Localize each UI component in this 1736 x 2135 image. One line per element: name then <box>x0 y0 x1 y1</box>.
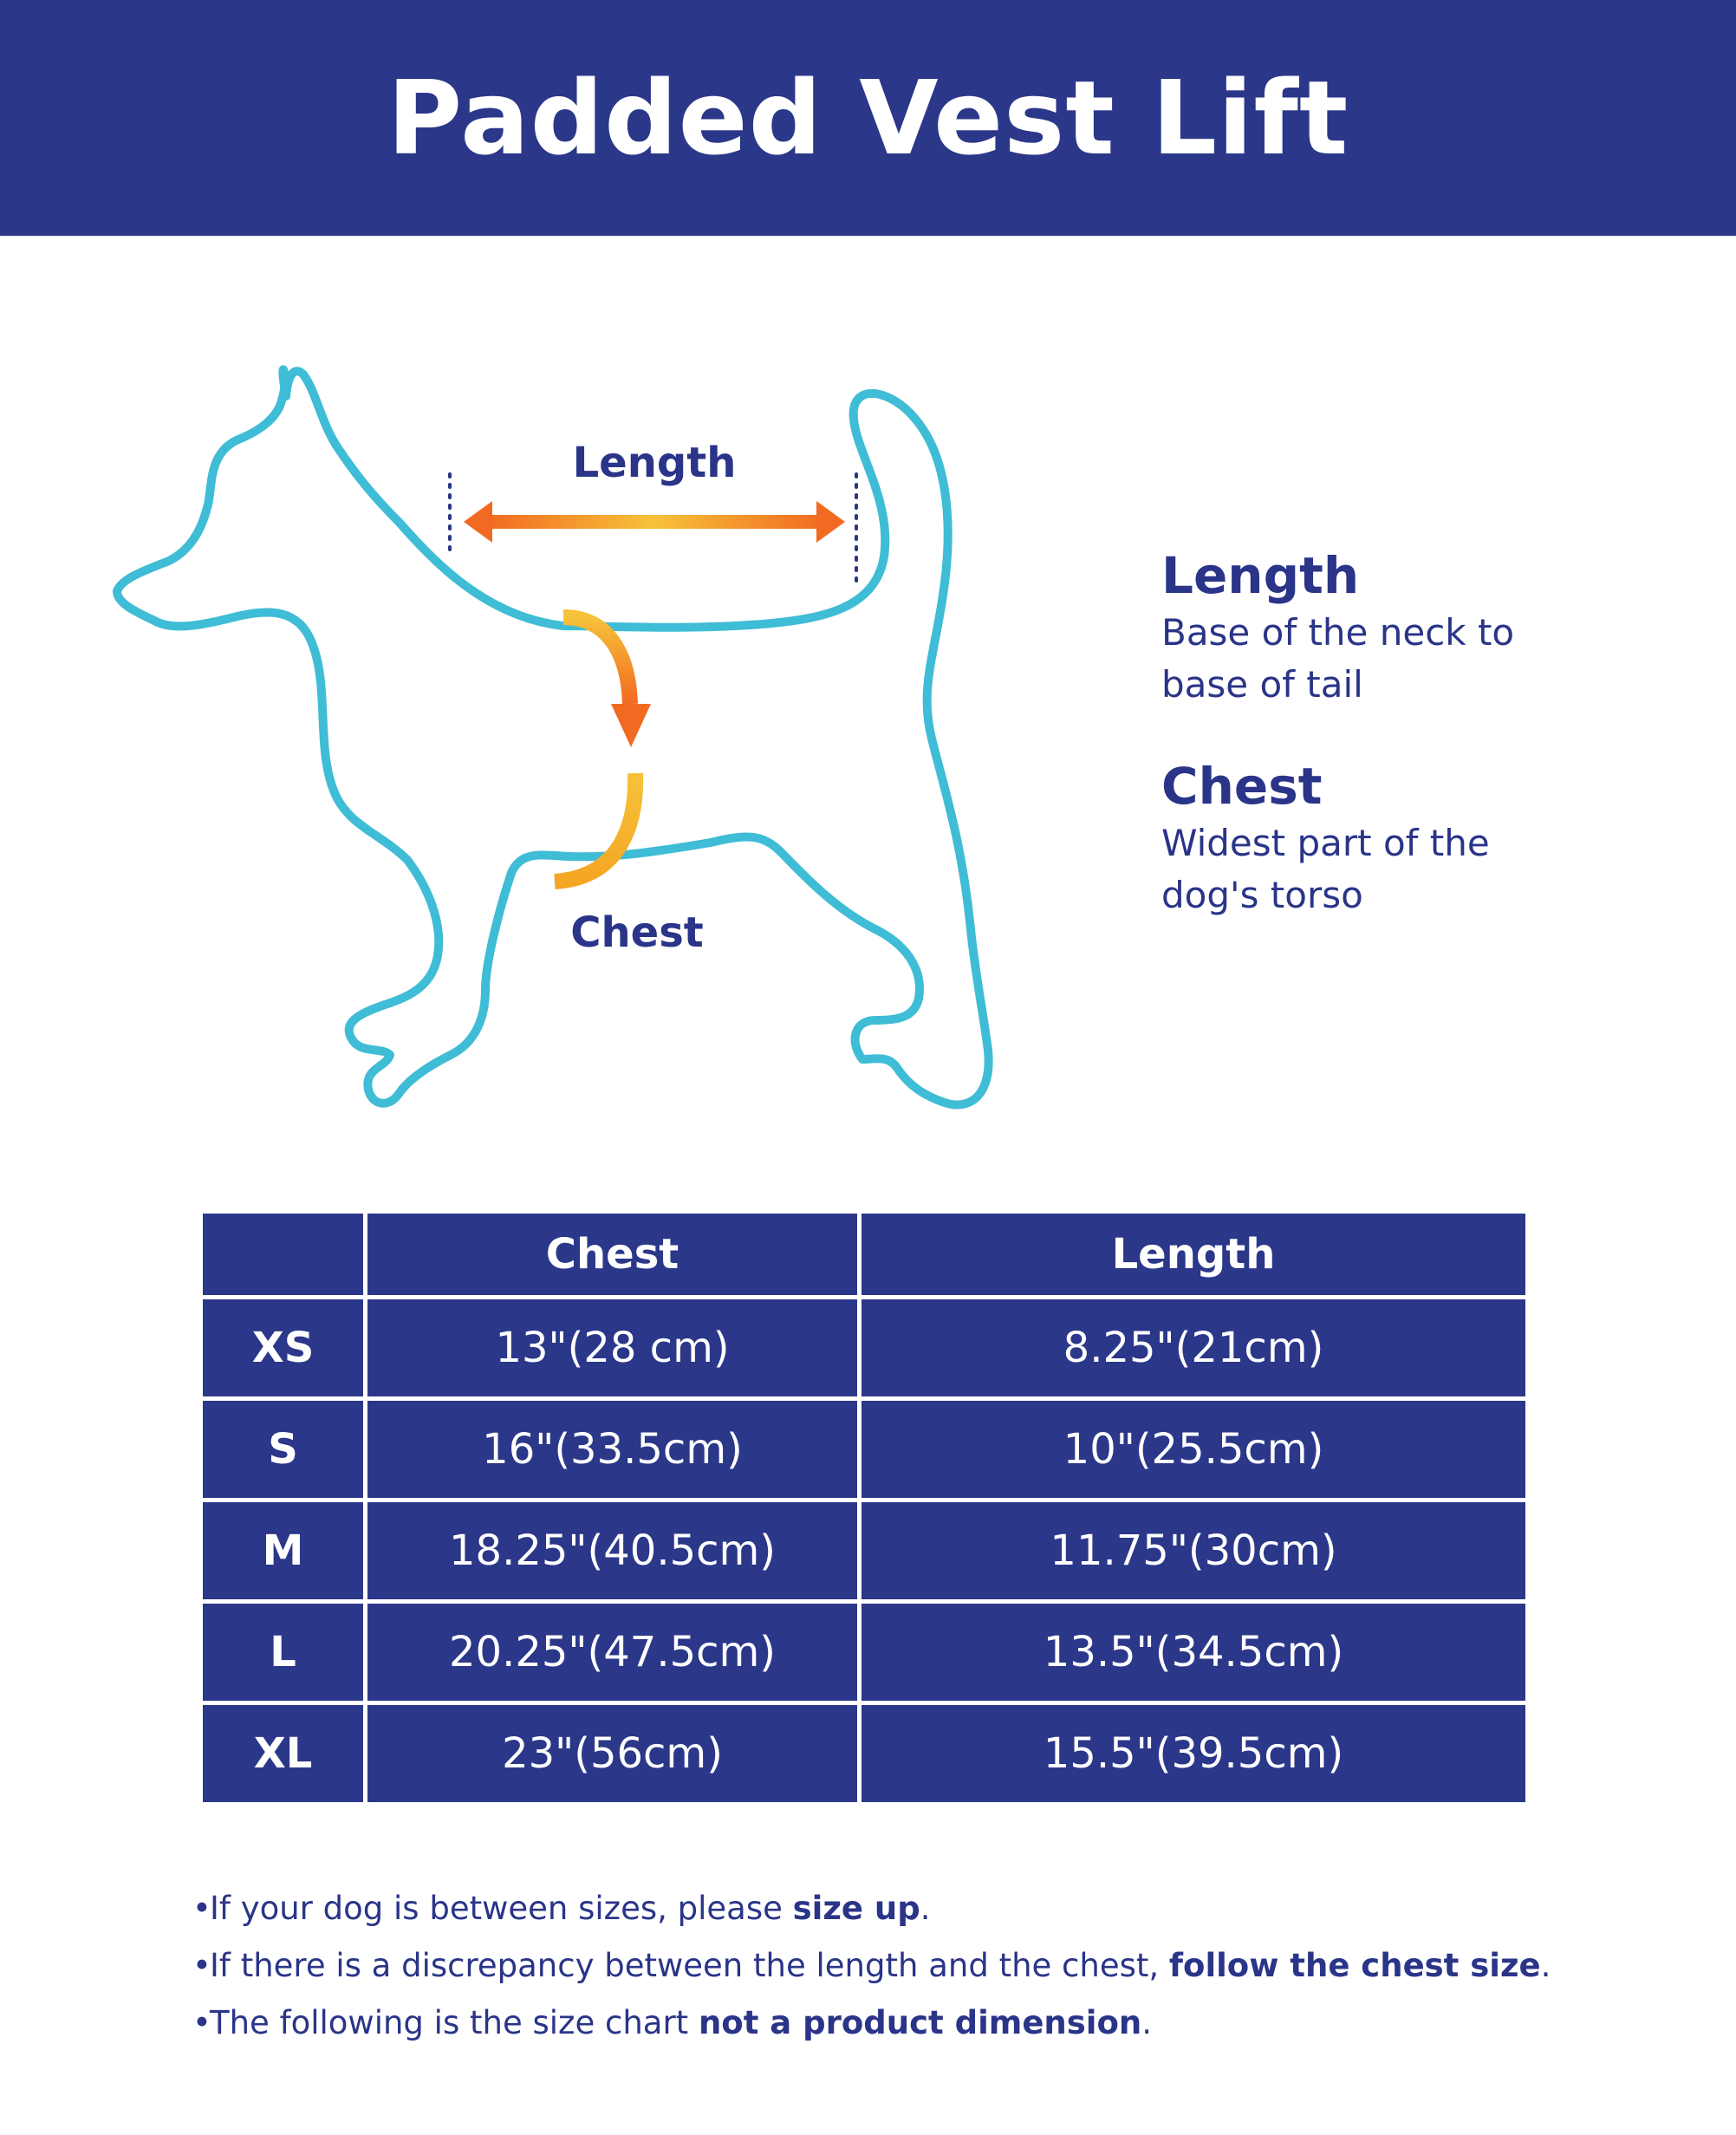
table-row <box>201 1500 1528 1602</box>
chest-arrow <box>555 617 651 882</box>
table-row <box>201 1298 1528 1399</box>
page-title: Padded Vest Lift <box>387 58 1349 178</box>
chest-cell: 13"(28 cm) <box>366 1298 860 1399</box>
legend-length <box>1161 546 1647 709</box>
size-cell: XL <box>201 1703 366 1805</box>
size-cell: XS <box>201 1298 366 1399</box>
size-chart-table <box>198 1209 1530 1806</box>
diagram-chest-label: Chest <box>570 908 704 957</box>
bullet-icon: • <box>192 1890 211 1927</box>
measurement-legend <box>1161 546 1647 967</box>
table-header-row <box>201 1212 1528 1298</box>
legend-length-desc-2: base of tail <box>1161 663 1363 706</box>
note-end: . <box>920 1890 931 1927</box>
bullet-icon: • <box>192 2004 211 2041</box>
table-row <box>201 1602 1528 1703</box>
chest-cell: 16"(33.5cm) <box>366 1399 860 1500</box>
header-banner <box>0 0 1736 236</box>
legend-chest <box>1161 757 1647 920</box>
length-cell: 8.25"(21cm) <box>860 1298 1528 1399</box>
note-text: The following is the size chart <box>210 2004 699 2041</box>
note-emphasis: not a product dimension <box>698 2004 1142 2041</box>
size-cell: M <box>201 1500 366 1602</box>
dog-head-outline <box>286 371 563 626</box>
note-end: . <box>1540 1947 1551 1984</box>
chest-cell: 23"(56cm) <box>366 1703 860 1805</box>
dog-outline <box>117 369 989 1104</box>
dog-illustration <box>0 236 1127 1189</box>
note-emphasis: follow the chest size <box>1168 1947 1541 1984</box>
bullet-icon: • <box>192 1947 211 1984</box>
note-emphasis: size up <box>792 1890 920 1927</box>
legend-chest-desc-1: Widest part of the <box>1161 822 1490 864</box>
length-cell: 15.5"(39.5cm) <box>860 1703 1528 1805</box>
note-end: . <box>1141 2004 1152 2041</box>
legend-length-desc-1: Base of the neck to <box>1161 611 1515 654</box>
header-length: Length <box>860 1212 1528 1298</box>
note-item <box>192 2004 1666 2042</box>
size-cell: L <box>201 1602 366 1703</box>
length-arrow <box>464 501 845 543</box>
legend-chest-title: Chest <box>1161 757 1323 816</box>
note-item <box>192 1890 1666 1928</box>
size-cell: S <box>201 1399 366 1500</box>
header-chest: Chest <box>366 1212 860 1298</box>
length-cell: 10"(25.5cm) <box>860 1399 1528 1500</box>
length-cell: 11.75"(30cm) <box>860 1500 1528 1602</box>
table-row <box>201 1703 1528 1805</box>
diagram-length-label: Length <box>572 439 737 487</box>
note-text: If there is a discrepancy between the length and the chest, <box>210 1947 1169 1984</box>
note-text: If your dog is between sizes, please <box>210 1890 793 1927</box>
chest-cell: 18.25"(40.5cm) <box>366 1500 860 1602</box>
header-size <box>201 1212 366 1298</box>
chest-cell: 20.25"(47.5cm) <box>366 1602 860 1703</box>
legend-length-title: Length <box>1161 546 1360 605</box>
legend-chest-desc-2: dog's torso <box>1161 874 1363 916</box>
table-row <box>201 1399 1528 1500</box>
note-item <box>192 1947 1666 1985</box>
size-notes <box>192 1890 1666 2061</box>
length-cell: 13.5"(34.5cm) <box>860 1602 1528 1703</box>
